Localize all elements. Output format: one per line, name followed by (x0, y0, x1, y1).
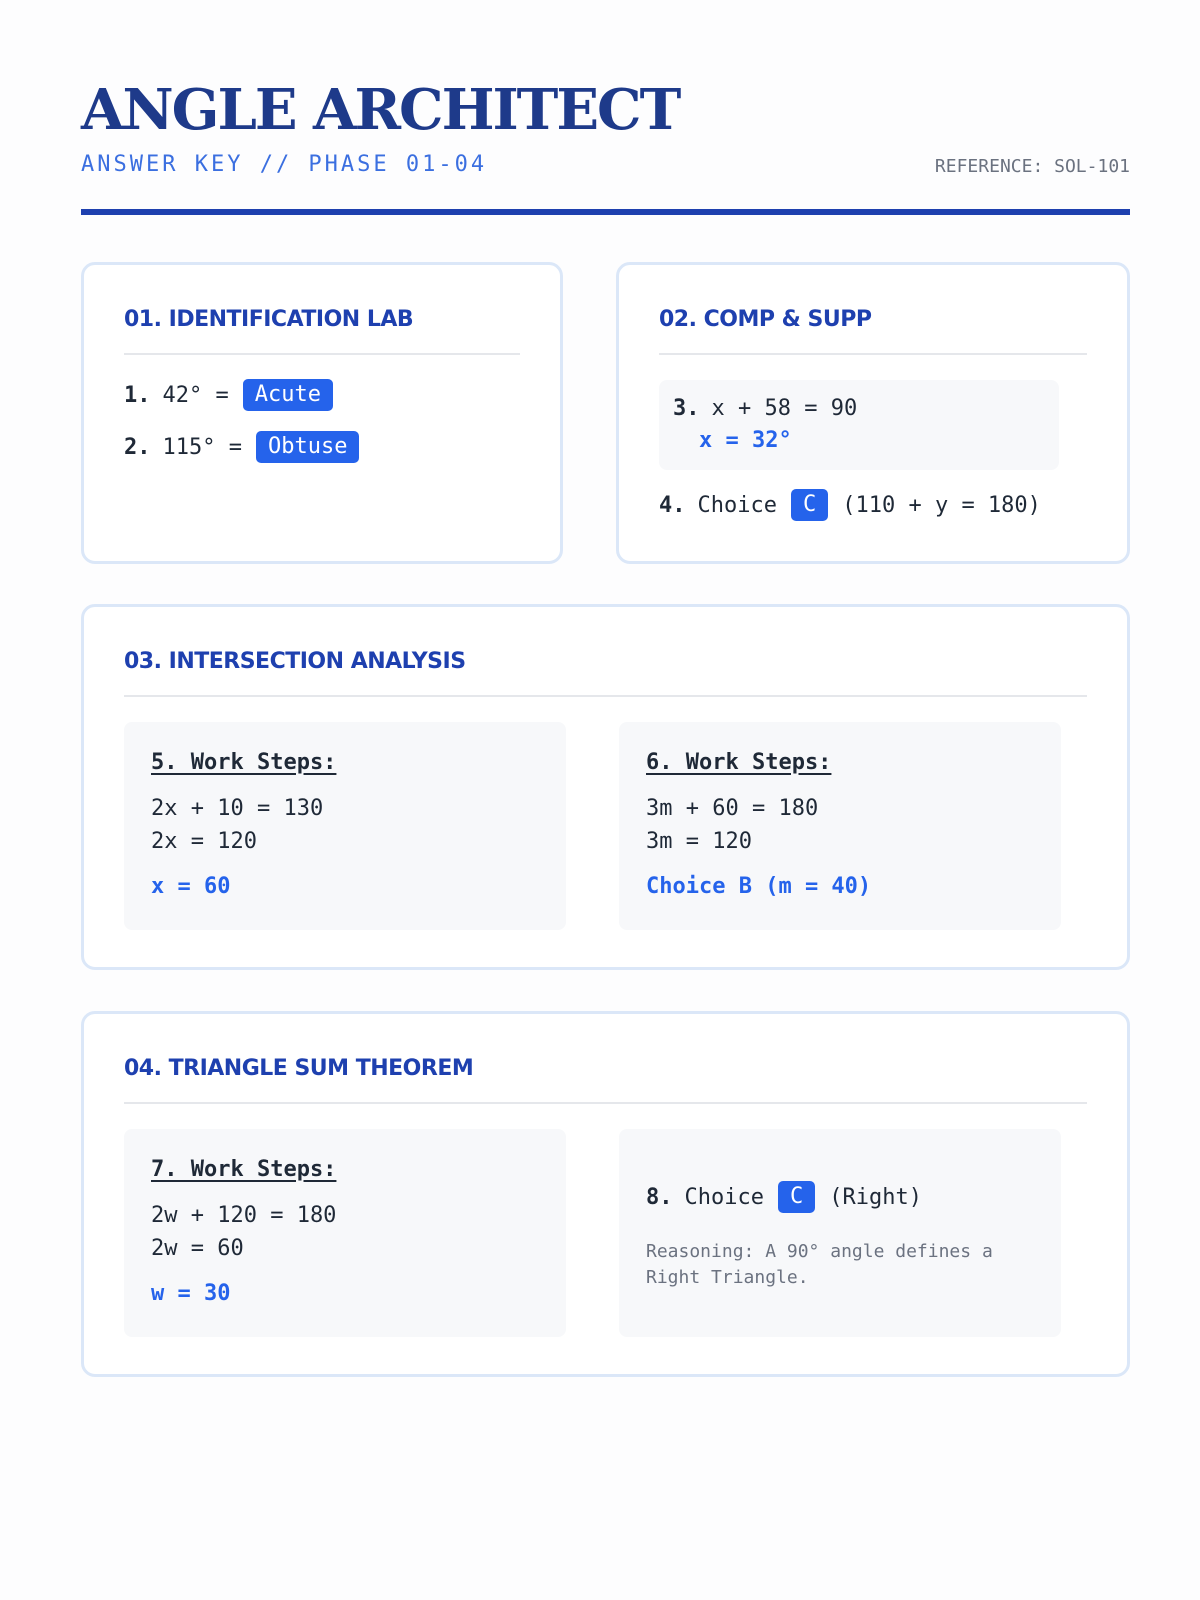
work-step: 2x = 120 (151, 829, 257, 854)
question-8-box (619, 1129, 1061, 1337)
comp-supp-card (616, 262, 1130, 564)
answer-badge: Obtuse (256, 431, 359, 463)
question-4 (659, 489, 1041, 521)
section-divider (124, 1102, 1087, 1104)
final-answer: x = 60 (151, 874, 231, 899)
question-5-box (124, 722, 566, 930)
question-2 (124, 431, 373, 463)
choice-note: (110 + y = 180) (842, 492, 1041, 518)
answer-key-page (81, 0, 1130, 1306)
triangle-sum-card (81, 1011, 1130, 1377)
question-3-equation (673, 396, 857, 421)
page-header (81, 0, 1130, 216)
question-expression: 115° = (162, 434, 242, 460)
answer-badge: Acute (243, 379, 333, 411)
question-7-box (124, 1129, 566, 1337)
final-answer: Choice B (m = 40) (646, 874, 872, 899)
intersection-analysis-card (81, 604, 1130, 970)
section-title: 03. INTERSECTION ANALYSIS (124, 649, 466, 674)
choice-note: (Right) (829, 1184, 922, 1210)
question-number: 3. (673, 396, 700, 421)
choice-prefix: Choice (684, 1184, 764, 1210)
question-6-box (619, 722, 1061, 930)
choice-badge: C (778, 1181, 815, 1213)
choice-prefix: Choice (697, 492, 777, 518)
work-step: 3m + 60 = 180 (646, 796, 819, 821)
page-subtitle: ANSWER KEY // PHASE 01-04 (81, 152, 488, 177)
work-steps-heading: 6. Work Steps: (646, 750, 832, 775)
choice-badge: C (791, 489, 828, 521)
page-title: ANGLE ARCHITECT (81, 77, 680, 143)
section-title: 01. IDENTIFICATION LAB (124, 307, 414, 332)
question-1 (124, 379, 347, 411)
work-step: 3m = 120 (646, 829, 752, 854)
question-3-answer: x = 32° (699, 428, 792, 453)
question-3-box (659, 380, 1059, 470)
section-title: 02. COMP & SUPP (659, 307, 872, 332)
work-steps-heading: 5. Work Steps: (151, 750, 337, 775)
section-divider (124, 695, 1087, 697)
work-step: 2x + 10 = 130 (151, 796, 324, 821)
section-divider (659, 353, 1087, 355)
question-number: 2. (124, 434, 151, 460)
reference-code: REFERENCE: SOL-101 (934, 156, 1130, 177)
question-8 (646, 1181, 922, 1213)
work-step: 2w + 120 = 180 (151, 1203, 337, 1228)
final-answer: w = 30 (151, 1281, 231, 1306)
question-expression: 42° = (162, 382, 229, 408)
question-number: 8. (646, 1184, 673, 1210)
work-step: 2w = 60 (151, 1236, 244, 1261)
equation: x + 58 = 90 (711, 396, 858, 421)
work-steps-heading: 7. Work Steps: (151, 1157, 337, 1182)
section-divider (124, 353, 520, 355)
header-divider (81, 209, 1130, 215)
question-number: 4. (659, 492, 686, 518)
section-title: 04. TRIANGLE SUM THEOREM (124, 1056, 474, 1081)
question-number: 1. (124, 382, 151, 408)
reasoning-text: Reasoning: A 90° angle defines a Right Triangle. (646, 1241, 993, 1288)
identification-lab-card (81, 262, 563, 564)
